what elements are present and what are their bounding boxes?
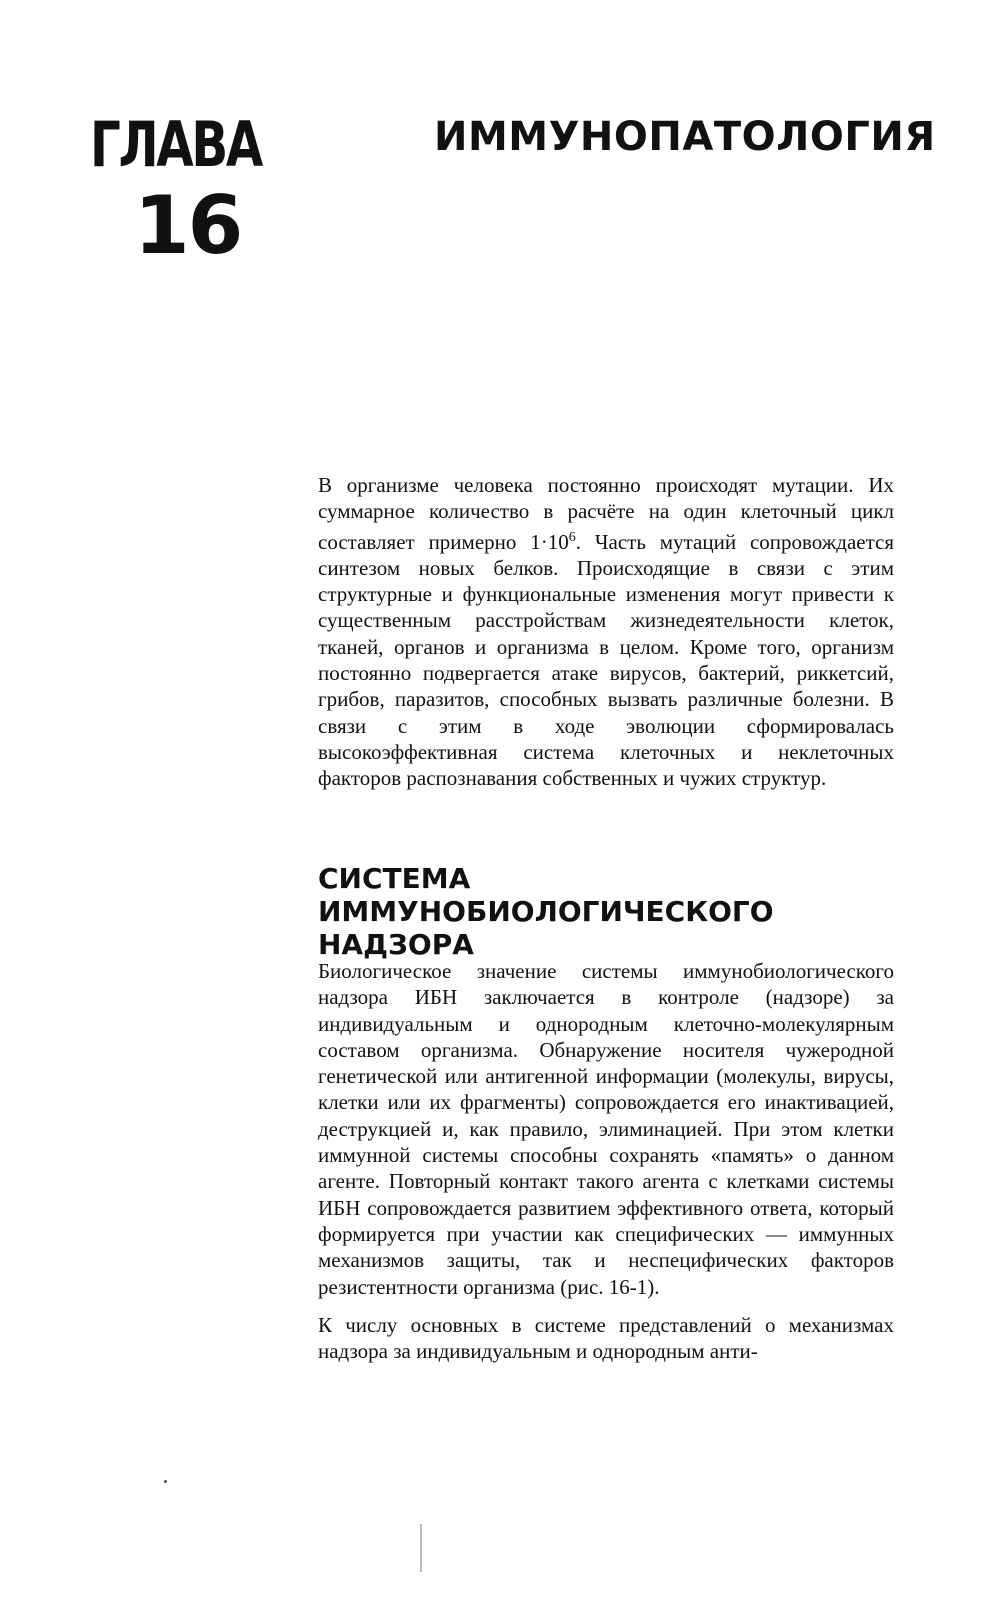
section-body bbox=[318, 958, 894, 1364]
power-exponent: 6 bbox=[568, 529, 576, 545]
section-paragraph-1: Биологическое значение системы иммунобиологического надзора ИБН заключается в контроле (надзоре) за индивидуальным и однородным клеточно-молекулярным составом организма. Обнаружение носителя чужеродной генетической или антигенной информации (молекулы, вирусы, клетки или их фрагменты) сопровождается его инактивацией, деструкцией и, как правило, элиминацией. При этом клетки иммунной системы способны сохранять «память» о данном агенте. Повторный контакт такого агента с клетками системы ИБН сопровождается развитием эффективного ответа, который формируется при участии как специфических — иммунных механизмов защиты, так и неспецифических факторов резистентности организма (рис. 16-1). bbox=[318, 959, 894, 1299]
section-heading: СИСТЕМА ИММУНОБИОЛОГИЧЕСКОГО НАДЗОРА bbox=[318, 862, 774, 961]
chapter-number: 16 bbox=[134, 179, 242, 272]
chapter-title: ИММУНОПАТОЛОГИЯ bbox=[434, 114, 936, 160]
intro-text-end: . Часть мутаций сопровождается синтезом новых белков. Происходящие в связи с этим структурные и функциональные изменения могут привести к существенным расстройствам жизнедеятельности клеток, тканей, органов и организма в целом. Кроме того, организм постоянно подвергается атаке вирусов, бактерий, риккетсий, грибов, паразитов, способных вызвать различные болезни. В связи с этим в ходе эволюции сформировалась высокоэффективная система клеточных и неклеточных факторов распознавания собственных и чужих структур. bbox=[318, 529, 894, 791]
scan-dot-mark bbox=[164, 1480, 167, 1483]
section-paragraph-2: К числу основных в системе представлений о механизмах надзора за индивидуальным и однородным анти- bbox=[318, 1312, 894, 1364]
scan-line-mark bbox=[420, 1524, 422, 1572]
intro-text-start: В организме человека постоянно происходят мутации. Их суммарное количество в расчёте на один клеточный цикл составляет примерно 1·10 bbox=[318, 473, 894, 554]
chapter-word: ГЛАВА bbox=[90, 108, 262, 181]
intro-text bbox=[318, 472, 894, 792]
intro-paragraph bbox=[318, 472, 894, 792]
